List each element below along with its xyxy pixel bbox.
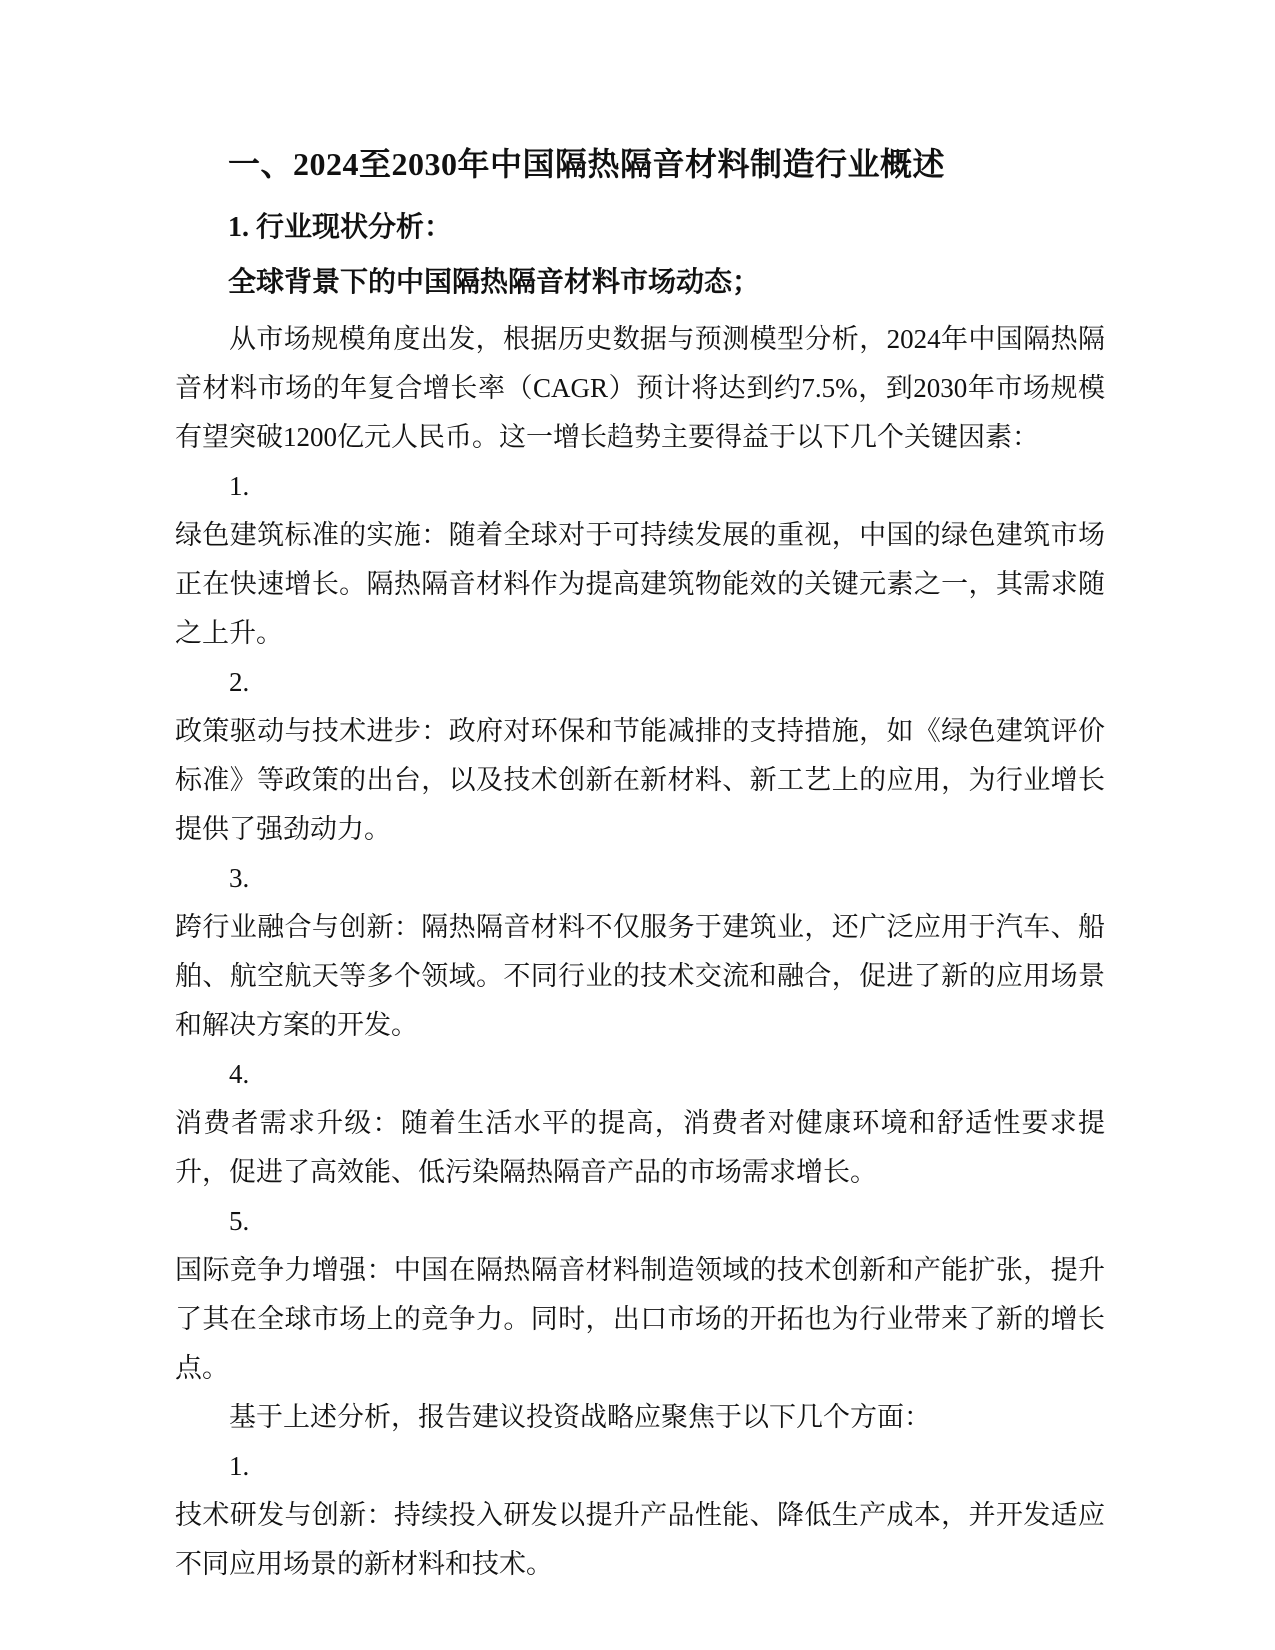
list-number-line: 3. — [229, 863, 250, 893]
paragraph-line: 技术研发与创新：持续投入研发以提升产品性能、降低生产成本，并开发适应不同应用场景的新材料和技术。 — [175, 1500, 1105, 1579]
list-number-line: 1. — [229, 471, 250, 501]
list-number-line: 1. — [229, 1451, 250, 1481]
paragraph-line: 跨行业融合与创新：隔热隔音材料不仅服务于建筑业，还广泛应用于汽车、船舶、航空航天等多个领域。不同行业的技术交流和融合，促进了新的应用场景和解决方案的开发。 — [175, 912, 1105, 1040]
paragraph-line: 政策驱动与技术进步：政府对环保和节能减排的支持措施，如《绿色建筑评价标准》等政策的出台，以及技术创新在新材料、新工艺上的应用，为行业增长提供了强劲动力。 — [175, 716, 1105, 844]
document-body — [175, 315, 1105, 1589]
paragraph-line: 国际竞争力增强：中国在隔热隔音材料制造领域的技术创新和产能扩张，提升了其在全球市场上的竞争力。同时，出口市场的开拓也为行业带来了新的增长点。 — [175, 1255, 1105, 1383]
list-number-line: 4. — [229, 1059, 250, 1089]
paragraph-line: 从市场规模角度出发，根据历史数据与预测模型分析，2024年中国隔热隔音材料市场的年复合增长率（CAGR）预计将达到约7.5%，到2030年市场规模有望突破1200亿元人民币。这一增长趋势主要得益于以下几个关键因素： — [175, 324, 1105, 452]
topic-heading-market-dynamics: 全球背景下的中国隔热隔音材料市场动态； — [228, 267, 761, 298]
section-title: 一、2024至2030年中国隔热隔音材料制造行业概述 — [228, 146, 946, 182]
list-number-line: 5. — [229, 1206, 250, 1236]
paragraph-line: 基于上述分析，报告建议投资战略应聚焦于以下几个方面： — [229, 1402, 931, 1432]
paragraph-line: 消费者需求升级：随着生活水平的提高，消费者对健康环境和舒适性要求提升，促进了高效能、低污染隔热隔音产品的市场需求增长。 — [175, 1108, 1105, 1187]
list-number-line: 2. — [229, 667, 250, 697]
paragraph-line: 绿色建筑标准的实施：随着全球对于可持续发展的重视，中国的绿色建筑市场正在快速增长。隔热隔音材料作为提高建筑物能效的关键元素之一，其需求随之上升。 — [175, 520, 1105, 648]
subsection-heading-analysis: 1. 行业现状分析： — [228, 212, 453, 243]
